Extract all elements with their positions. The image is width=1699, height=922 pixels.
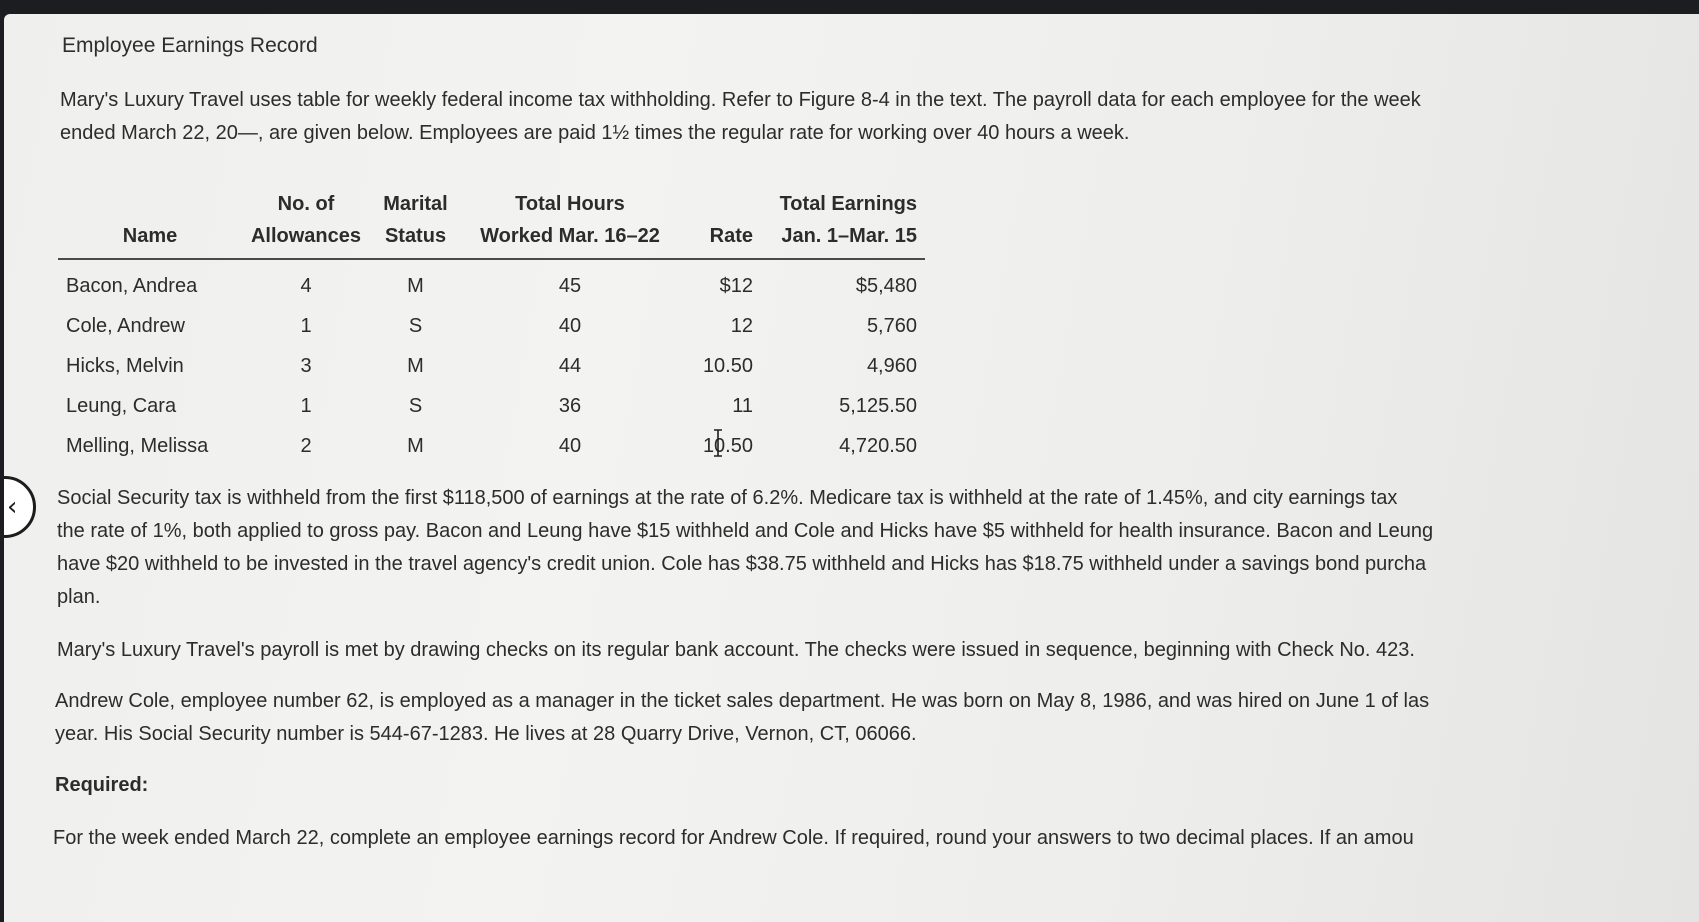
cell-status: S bbox=[408, 314, 423, 337]
cell-allowances: 1 bbox=[300, 394, 312, 417]
header-hours-line1: Total Hours bbox=[515, 193, 625, 215]
cell-allowances: 4 bbox=[300, 274, 312, 297]
cell-rate: 10.50 bbox=[702, 354, 753, 377]
intro-line: Mary's Luxury Travel uses table for weekly federal income tax withholding. Refer to Figure 8-4 in the text. The payroll data for each employee for the week bbox=[60, 89, 1421, 111]
cell-hours: 44 bbox=[558, 354, 582, 377]
required-label: Required: bbox=[55, 774, 149, 796]
cell-name: Hicks, Melvin bbox=[66, 354, 184, 377]
intro-line: ended March 22, 20—, are given below. Employees are paid 1½ times the regular rate for working over 40 hours a week. bbox=[60, 122, 1130, 144]
social-line: the rate of 1%, both applied to gross pay. Bacon and Leung have $15 withheld and Cole and Hicks have $5 withheld for health insurance. Bacon and Leung bbox=[57, 520, 1434, 542]
cell-rate: 10.50 bbox=[702, 434, 753, 457]
table-row bbox=[58, 259, 925, 306]
header-hours-line2: Worked Mar. 16–22 bbox=[480, 225, 660, 247]
intro-paragraph bbox=[60, 84, 1590, 150]
table-row bbox=[58, 346, 925, 386]
header-earnings-line1: Total Earnings bbox=[779, 193, 917, 215]
cell-hours: 40 bbox=[558, 434, 582, 457]
header-hours bbox=[461, 184, 679, 259]
header-allowances-line1: No. of bbox=[277, 193, 335, 215]
cell-rate: 11 bbox=[732, 394, 753, 417]
previous-button[interactable] bbox=[4, 476, 36, 538]
cell-hours: 40 bbox=[558, 314, 582, 337]
document-page bbox=[4, 14, 1699, 922]
cell-allowances: 3 bbox=[300, 354, 312, 377]
cell-rate: 12 bbox=[730, 314, 753, 337]
employee-details-line: Andrew Cole, employee number 62, is employed as a manager in the ticket sales department. He was born on May 8, 1986, and was hired on June 1 of las bbox=[55, 690, 1430, 712]
cell-name: Leung, Cara bbox=[66, 394, 177, 417]
header-rate: Rate bbox=[679, 184, 761, 259]
cell-earnings: 4,960 bbox=[866, 354, 917, 377]
cell-name: Cole, Andrew bbox=[66, 314, 185, 337]
cell-hours: 36 bbox=[558, 394, 582, 417]
cell-status: M bbox=[407, 434, 424, 457]
cell-allowances: 2 bbox=[300, 434, 312, 457]
cell-earnings: $5,480 bbox=[855, 274, 917, 297]
header-allowances bbox=[242, 184, 370, 259]
cell-status: M bbox=[407, 274, 424, 297]
cell-allowances: 1 bbox=[300, 314, 312, 337]
payroll-table bbox=[58, 184, 925, 466]
payroll-table-container bbox=[58, 184, 925, 466]
header-status bbox=[370, 184, 461, 259]
cell-name: Bacon, Andrea bbox=[66, 274, 198, 297]
cell-earnings: 5,760 bbox=[866, 314, 917, 337]
header-status-line2: Status bbox=[384, 225, 447, 247]
text-cursor-icon bbox=[712, 428, 724, 458]
table-row bbox=[58, 426, 925, 466]
employee-details-paragraph bbox=[55, 685, 1429, 751]
header-allowances-line2: Allowances bbox=[250, 225, 362, 247]
header-earnings-line2: Jan. 1–Mar. 15 bbox=[781, 225, 917, 247]
cell-status: S bbox=[408, 394, 423, 417]
header-name: Name bbox=[58, 184, 242, 259]
chevron-left-icon: ‹ bbox=[7, 492, 18, 522]
cell-earnings: 5,125.50 bbox=[839, 394, 917, 417]
header-earnings bbox=[761, 184, 925, 259]
table-header-row bbox=[58, 184, 925, 259]
table-row bbox=[58, 306, 925, 346]
cell-hours: 45 bbox=[558, 274, 582, 297]
cell-status: M bbox=[407, 354, 424, 377]
social-security-paragraph bbox=[57, 482, 1433, 614]
cell-rate: $12 bbox=[719, 274, 753, 297]
cell-earnings: 4,720.50 bbox=[839, 434, 917, 457]
checks-paragraph: Mary's Luxury Travel's payroll is met by drawing checks on its regular bank account. The checks were issued in sequence, beginning with Check No. 423. bbox=[57, 639, 1415, 661]
social-line: plan. bbox=[57, 586, 101, 608]
instruction-paragraph: For the week ended March 22, complete an employee earnings record for Andrew Cole. If required, round your answers to two decimal places. If an amou bbox=[53, 827, 1414, 849]
employee-details-line: year. His Social Security number is 544-67-1283. He lives at 28 Quarry Drive, Vernon, CT, 06066. bbox=[55, 723, 917, 745]
header-status-line1: Marital bbox=[383, 193, 448, 215]
page-title: Employee Earnings Record bbox=[62, 34, 318, 57]
social-line: Social Security tax is withheld from the first $118,500 of earnings at the rate of 6.2%. Medicare tax is withheld at the rate of 1.45%, and city earnings tax bbox=[57, 487, 1398, 509]
cell-name: Melling, Melissa bbox=[66, 434, 209, 457]
social-line: have $20 withheld to be invested in the travel agency's credit union. Cole has $38.75 withheld and Hicks has $18.75 withheld under a savings bond purcha bbox=[57, 553, 1427, 575]
table-row bbox=[58, 386, 925, 426]
